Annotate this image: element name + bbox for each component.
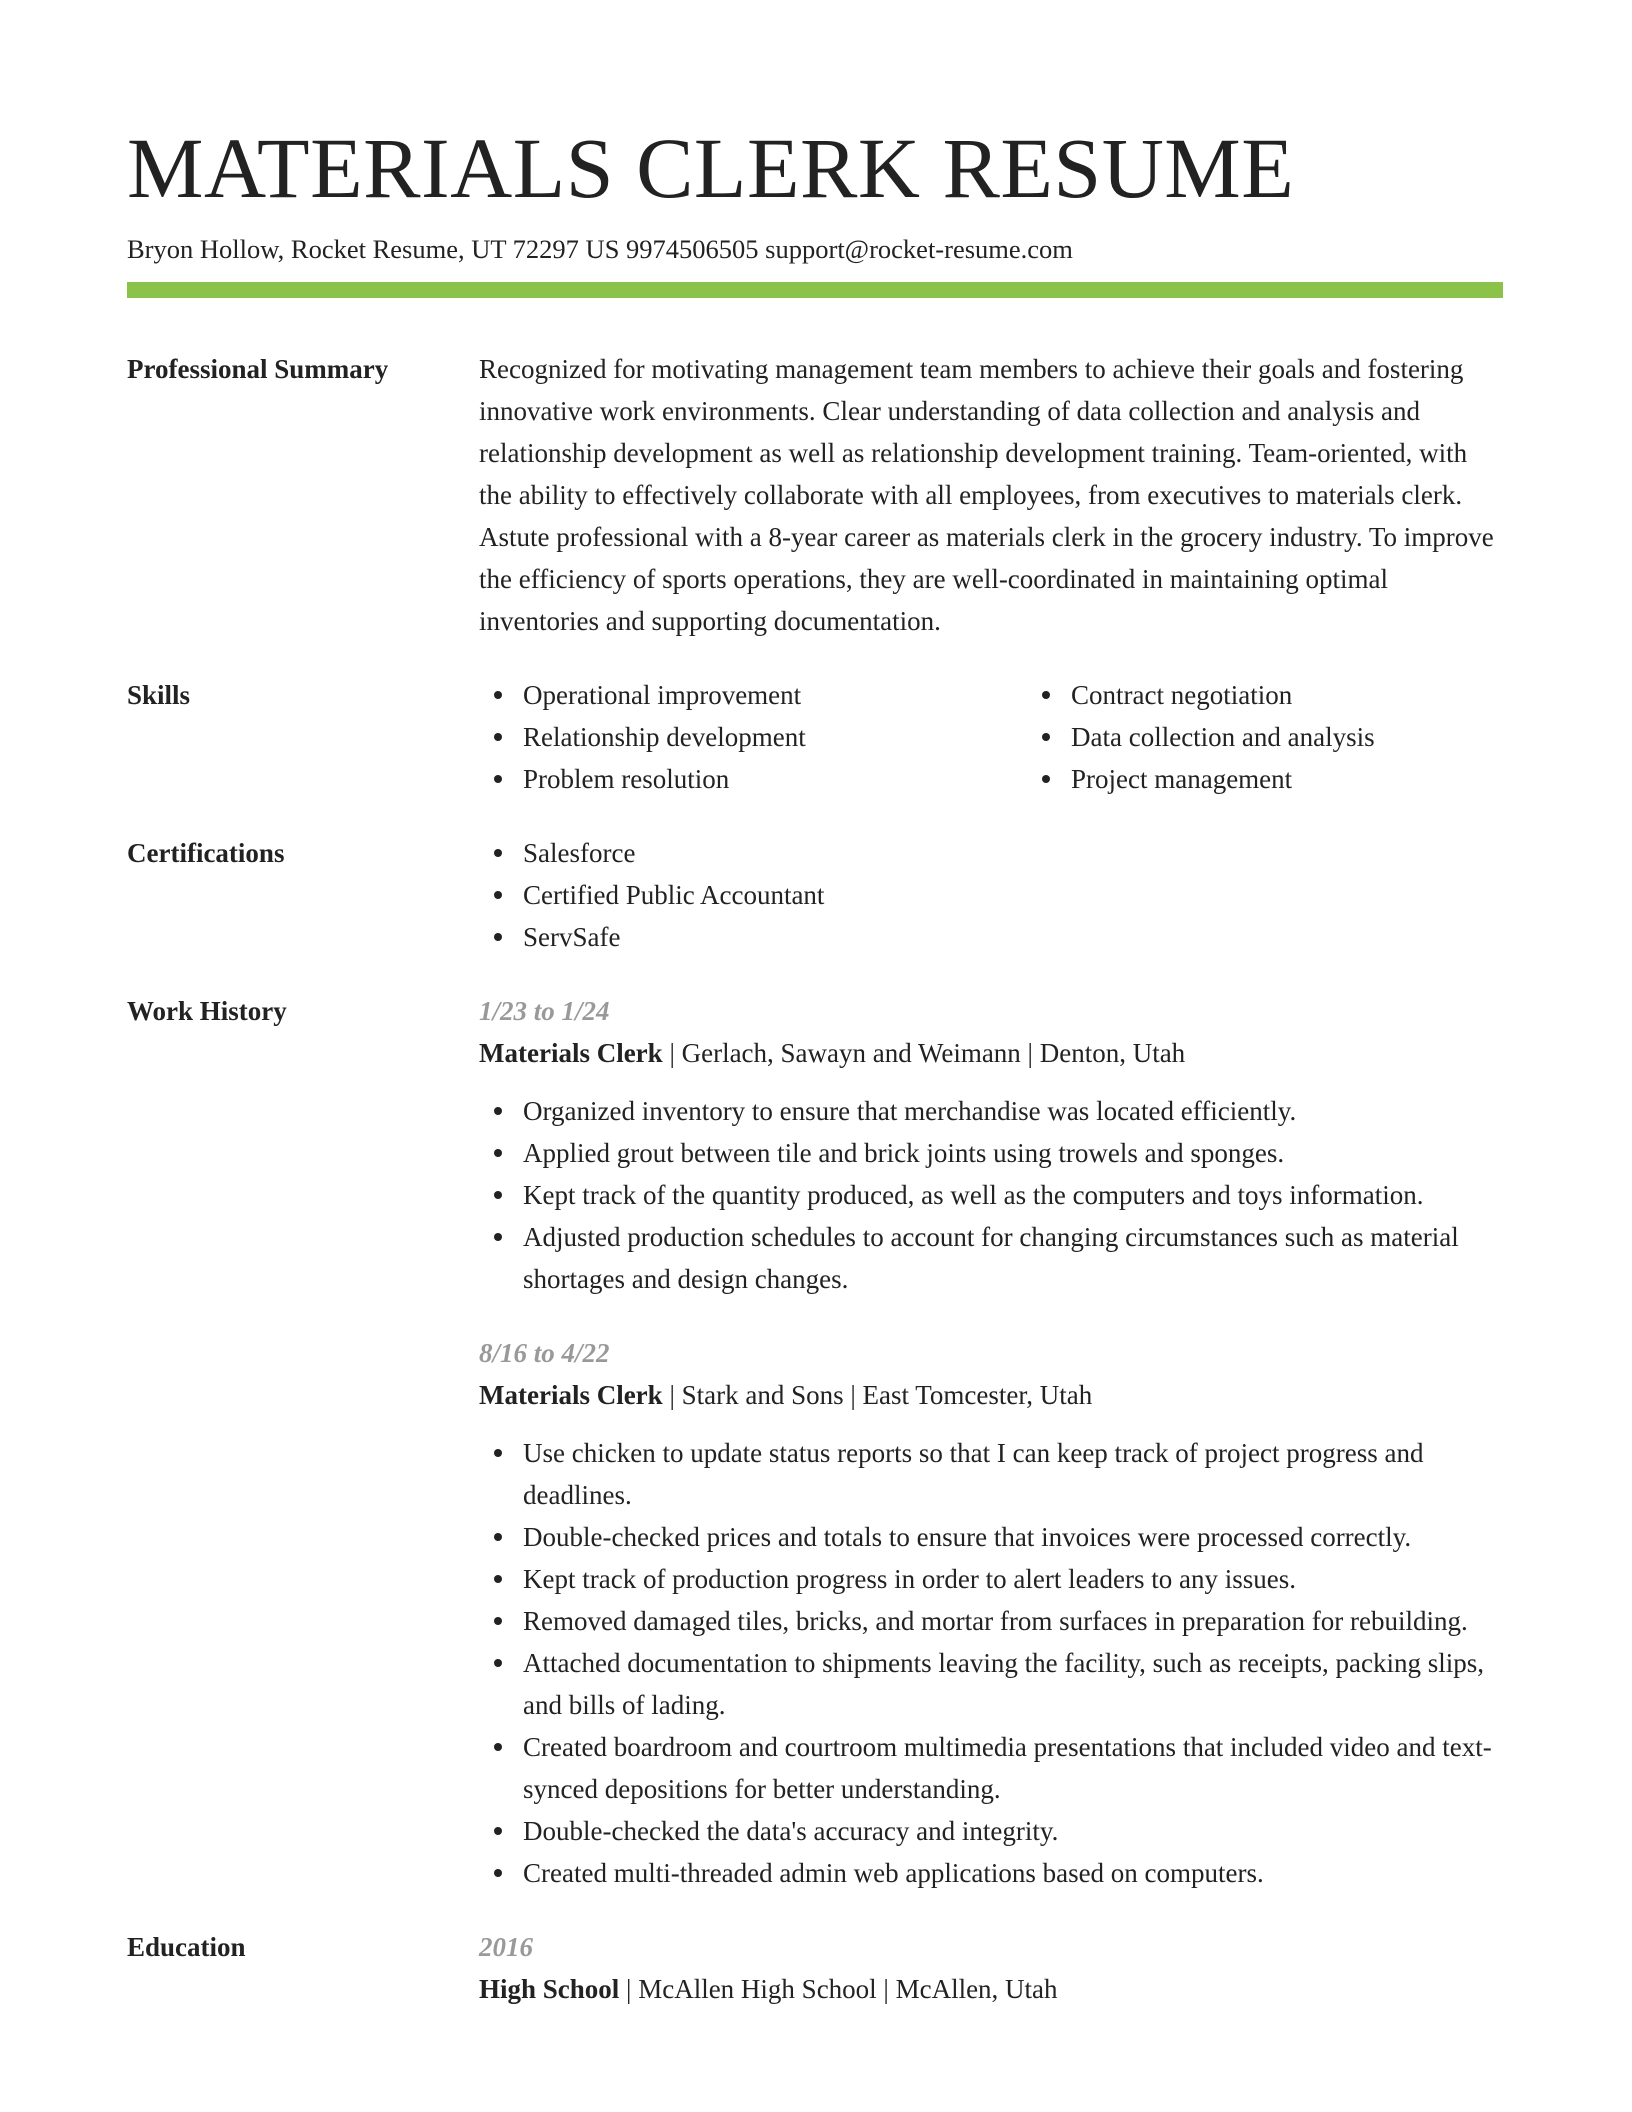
education-year: 2016 [479,1932,533,1962]
job-role: Materials Clerk [479,1380,663,1410]
job-duties-list [479,1432,1503,1894]
work-history-section [127,990,1503,1894]
job-duties-list [479,1090,1503,1300]
job-duty: Created multi-threaded admin web applications based on computers. [523,1852,1503,1894]
job-employer-location: | Stark and Sons | East Tomcester, Utah [662,1380,1093,1410]
certification-item: Salesforce [523,832,1503,874]
job-entry [479,1332,1503,1894]
job-title-line [479,1374,1503,1416]
job-duty: Organized inventory to ensure that merchandise was located efficiently. [523,1090,1503,1132]
skill-item: Operational improvement [523,674,1027,716]
certifications-section [127,832,1503,958]
job-duty: Applied grout between tile and brick joints using trowels and sponges. [523,1132,1503,1174]
job-dates: 8/16 to 4/22 [479,1338,610,1368]
education-label: Education [127,1932,246,1962]
job-title-line [479,1032,1503,1074]
education-section [127,1926,1503,2010]
education-title-line [479,1968,1503,2010]
job-duty: Double-checked prices and totals to ensure that invoices were processed correctly. [523,1516,1503,1558]
skills-list-left [479,674,1027,800]
job-duty: Kept track of the quantity produced, as well as the computers and toys information. [523,1174,1503,1216]
summary-text: Recognized for motivating management team members to achieve their goals and fostering innovative work environments. Clear understanding of data collection and analysis and relationship development as well as relationship development training. Team-oriented, with the ability to effectively collaborate with all employees, from executives to materials clerk. Astute professional with a 8-year career as materials clerk in the grocery industry. To improve the efficiency of sports operations, they are well-coordinated in maintaining optimal inventories and supporting documentation. [479,354,1494,636]
job-duty: Removed damaged tiles, bricks, and mortar from surfaces in preparation for rebuilding. [523,1600,1503,1642]
job-employer-location: | Gerlach, Sawayn and Weimann | Denton, Utah [662,1038,1186,1068]
education-degree: High School [479,1974,620,2004]
skills-columns [479,674,1575,800]
certifications-list [479,832,1503,958]
resume-page [127,118,1503,2010]
resume-title: MATERIALS CLERK RESUME [127,120,1295,216]
education-school-location: | McAllen High School | McAllen, Utah [619,1974,1058,2004]
skill-item: Contract negotiation [1071,674,1575,716]
summary-label: Professional Summary [127,354,389,384]
skill-item: Relationship development [523,716,1027,758]
skill-item: Project management [1071,758,1575,800]
job-dates: 1/23 to 1/24 [479,996,610,1026]
skill-item: Data collection and analysis [1071,716,1575,758]
summary-section [127,348,1503,642]
skills-section [127,674,1503,800]
job-duty: Adjusted production schedules to account for changing circumstances such as material shortages and design changes. [523,1216,1503,1300]
certifications-label: Certifications [127,838,285,868]
job-duty: Kept track of production progress in order to alert leaders to any issues. [523,1558,1503,1600]
job-duty: Created boardroom and courtroom multimedia presentations that included video and text-synced depositions for better understanding. [523,1726,1503,1810]
job-role: Materials Clerk [479,1038,663,1068]
accent-divider [127,282,1503,298]
job-duty: Use chicken to update status reports so that I can keep track of project progress and deadlines. [523,1432,1503,1516]
contact-line: Bryon Hollow, Rocket Resume, UT 72297 US 9974506505 support@rocket-resume.com [127,234,1073,264]
job-duty: Attached documentation to shipments leaving the facility, such as receipts, packing slips, and bills of lading. [523,1642,1503,1726]
certification-item: ServSafe [523,916,1503,958]
job-duty: Double-checked the data's accuracy and integrity. [523,1810,1503,1852]
skill-item: Problem resolution [523,758,1027,800]
job-entry [479,990,1503,1300]
work-history-label: Work History [127,996,287,1026]
certification-item: Certified Public Accountant [523,874,1503,916]
skills-list-right [1027,674,1575,800]
skills-label: Skills [127,680,191,710]
